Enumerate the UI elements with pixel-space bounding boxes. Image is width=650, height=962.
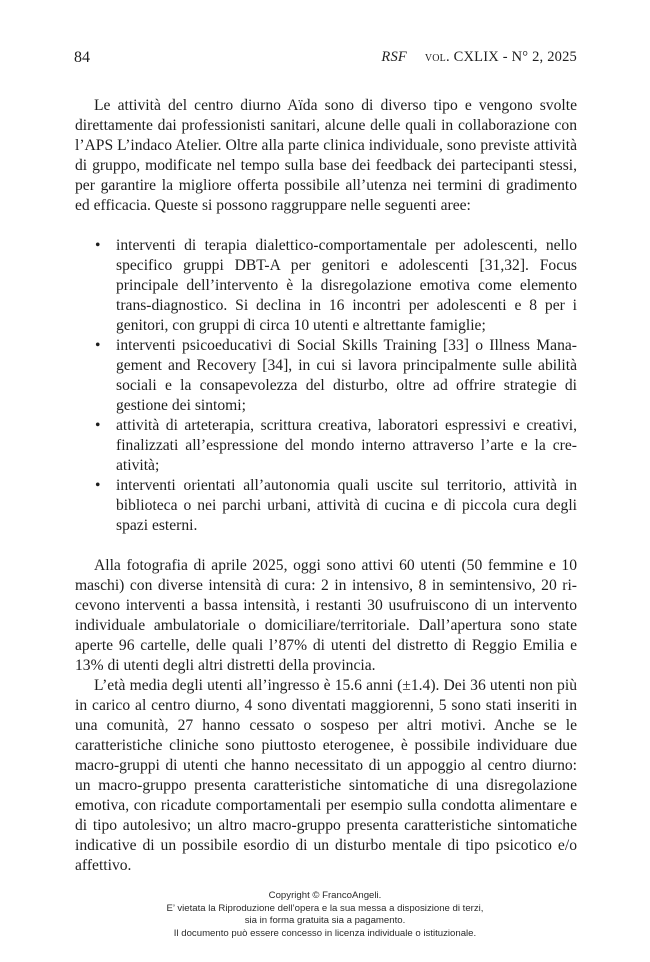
running-head [381, 49, 577, 66]
footer-line: sia in forma gratuita sia a pagamento. [244, 915, 406, 926]
body-text [75, 96, 577, 876]
list-item-text: interventi psicoeducativi di Social Skills Training [33] o Illness Management and Recovery [34], in cui si lavora principalmente sulle abilità sociali e la consapevolezza del disturbo, oltre ad offrire strategie di gestione dei sintomi; [116, 337, 577, 414]
paragraph-1: Le attività del centro diurno Aïda sono di diverso tipo e vengono svolte direttamente dai professionisti sanitari, alcune delle quali in collaborazione con l’APS L’indaco Atelier. Oltre alla parte clinica individuale, sono previste attività di gruppo, modificate nel tempo sulla base dei feedback dei partecipanti stessi, per garantire la migliore offerta possibile all’utenza nei termini di gradimento ed efficacia. Queste si possono raggruppare nelle seguenti aree: [75, 97, 577, 214]
list-item [75, 476, 577, 536]
volume-info: vol. CXLIX - N° 2, 2025 [424, 49, 577, 65]
footer-line: Il documento può essere concesso in licenza individuale o istituzionale. [173, 927, 477, 939]
footer-line: E’ vietata la Riproduzione dell’opera e la sua messa a disposizione di terzi, [166, 902, 484, 914]
paragraph-3: L’età media degli utenti all’ingresso è 15.6 anni (±1.4). Dei 36 utenti non più in carico al centro diurno, 4 sono diventati maggiorenni, 5 sono stati inseriti in una comunità, 27 hanno cessato o sospeso per altri motivi. Anche se le caratteristiche cliniche sono piuttosto eterogenee, è possibile individuare due macro-gruppi di utenti che hanno necessitato di un appoggio al centro diurno: un macro-gruppo presenta caratteristiche sintomatiche di una disregolazione emotiva, con ricadute comportamentali per esempio sulla condotta alimentare e di tipo autolesivo; un altro macro-gruppo presenta caratteristiche sintomatiche indicative di un possibile esordio di un disturbo mentale di tipo psicotico e/o affettivo. [75, 677, 577, 874]
journal-name: RSF [381, 49, 407, 65]
list-item-text: attività di arteterapia, scrittura creativa, laboratori espressivi e creativi, finalizzati all’espressione del mondo interno attraverso l’arte e la creatività; [116, 417, 577, 474]
activity-list [75, 236, 577, 536]
footer-line: Copyright © FrancoAngeli. [268, 890, 382, 901]
bullet-icon: • [95, 337, 101, 354]
bullet-icon: • [95, 237, 101, 254]
list-item-text: interventi di terapia dialettico-comportamentale per adolescenti, nello specifico gruppi DBT-A per genitori e adolescenti [31,32]. Focus principale dell’intervento è la disregolazione emotiva come elemento trans-diagnostico. Si declina in 16 incontri per adolescenti e 8 per i genitori, con gruppi di circa 10 utenti e altrettante famiglie; [116, 237, 577, 334]
page-number: 84 [74, 49, 90, 66]
list-item [75, 336, 577, 416]
paragraph-2: Alla fotografia di aprile 2025, oggi sono attivi 60 utenti (50 femmine e 10 maschi) con diverse intensità di cura: 2 in intensivo, 8 in semintensivo, 20 ricevono interventi a bassa intensità, i restanti 30 usufruiscono di un intervento individuale ambulatoriale o domiciliare/territoriale. Dall’apertura sono state aperte 96 cartelle, delle quali l’87% di utenti del distretto di Reggio Emilia e 13% di utenti degli altri distretti della provincia. [75, 557, 577, 674]
bullet-icon: • [95, 477, 101, 494]
bullet-icon: • [95, 417, 101, 434]
copyright-footer [0, 890, 650, 940]
list-item [75, 416, 577, 476]
list-item-text: interventi orientati all’autonomia quali uscite sul territorio, attività in biblioteca o nei parchi urbani, attività di cucina e di piccola cura degli spazi esterni. [116, 477, 577, 534]
list-item [75, 236, 577, 336]
